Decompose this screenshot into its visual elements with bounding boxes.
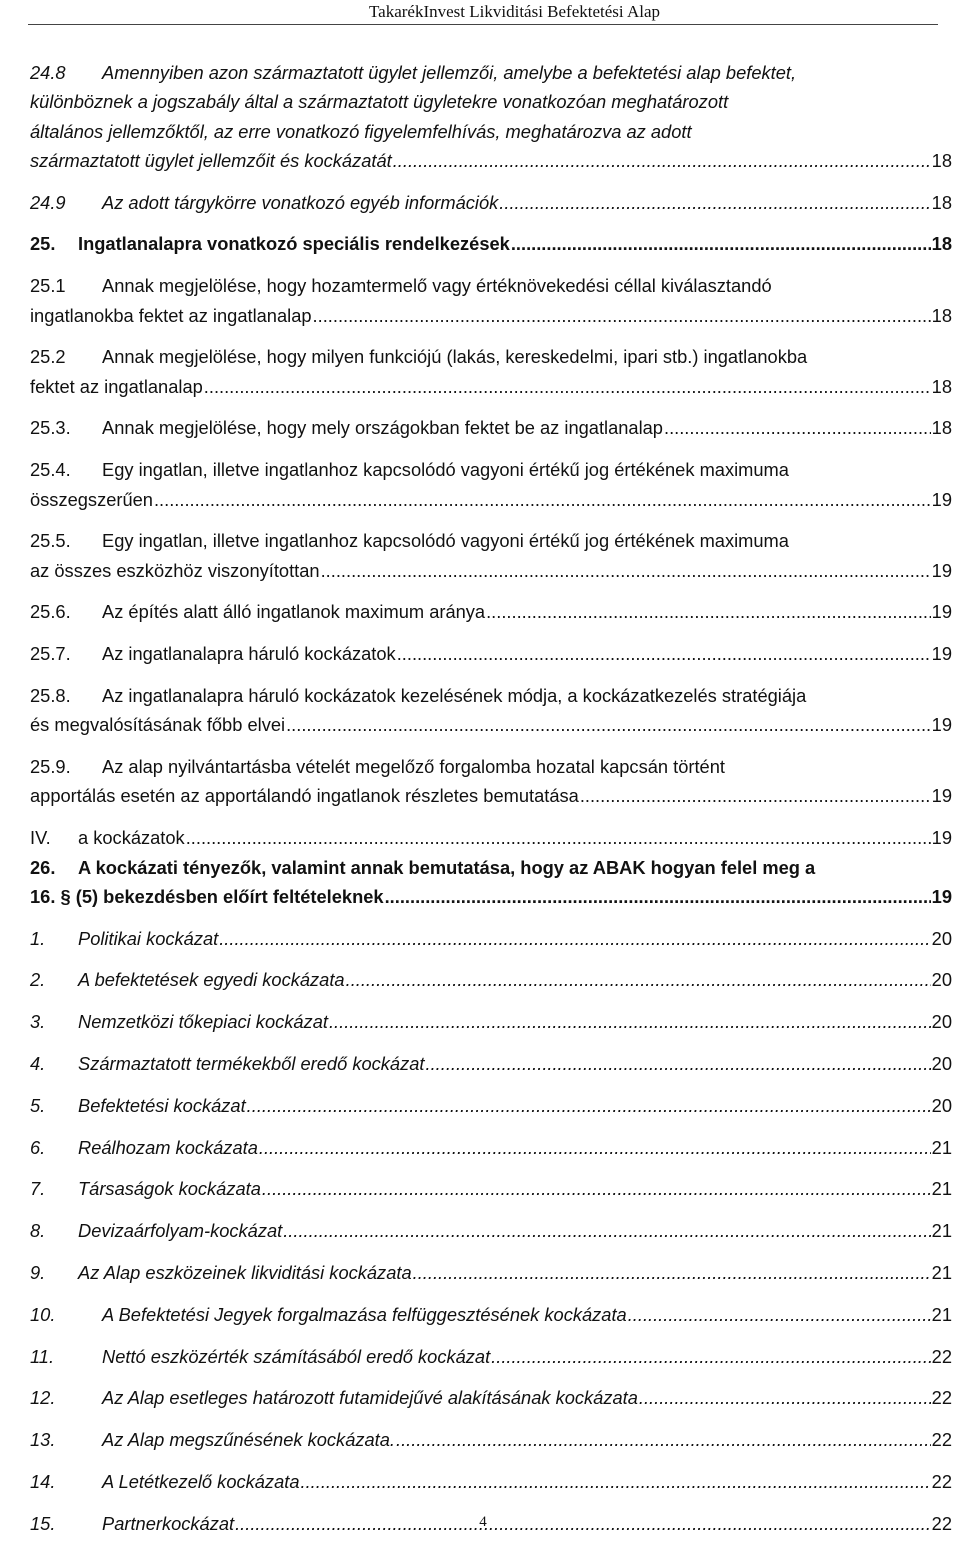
toc-page-number: 21 bbox=[931, 1178, 952, 1200]
toc-entry[interactable] bbox=[30, 58, 952, 175]
toc-entry-number: 25.1 bbox=[30, 275, 66, 297]
toc-page-number: 18 bbox=[931, 149, 952, 171]
toc-entry-line bbox=[30, 526, 952, 555]
toc-entry-text: Partnerkockázat bbox=[102, 1512, 235, 1534]
toc-entry[interactable] bbox=[30, 1467, 952, 1496]
toc-entry-line bbox=[30, 924, 952, 953]
toc-entry[interactable] bbox=[30, 1258, 952, 1287]
toc-entry-line bbox=[30, 413, 952, 442]
toc-entry-line bbox=[30, 853, 952, 882]
toc-entry-text: Társaságok kockázata bbox=[78, 1178, 261, 1200]
toc-entry[interactable] bbox=[30, 413, 952, 442]
toc-entry-line bbox=[30, 710, 952, 739]
toc-dot-leader bbox=[393, 146, 931, 175]
toc-entry-number: 14. bbox=[30, 1470, 56, 1492]
toc-entry-line bbox=[30, 823, 952, 852]
toc-dot-leader bbox=[396, 1425, 931, 1454]
toc-entry[interactable] bbox=[30, 853, 952, 912]
toc-dot-leader bbox=[247, 1091, 931, 1120]
toc-page-number: 20 bbox=[931, 1011, 952, 1033]
toc-entry-line bbox=[30, 1342, 952, 1371]
toc-dot-leader bbox=[259, 1133, 931, 1162]
toc-entry[interactable] bbox=[30, 229, 952, 258]
toc-entry[interactable] bbox=[30, 597, 952, 626]
toc-entry[interactable] bbox=[30, 1300, 952, 1329]
toc-dot-leader bbox=[491, 1342, 931, 1371]
toc-entry-text: fektet az ingatlanalap bbox=[30, 375, 203, 397]
toc-entry-number: 12. bbox=[30, 1387, 56, 1409]
toc-entry-line bbox=[30, 372, 952, 401]
toc-entry-text: Befektetési kockázat bbox=[78, 1094, 246, 1116]
toc-entry-text: Az Alap esetleges határozott futamidejűvé alakításának kockázata bbox=[102, 1387, 638, 1409]
toc-entry-text: Egy ingatlan, illetve ingatlanhoz kapcsolódó vagyoni értékű jog értékének maximuma bbox=[102, 530, 789, 552]
toc-page-number: 20 bbox=[931, 969, 952, 991]
toc-entry-text: Az Alap eszközeinek likviditási kockázata bbox=[78, 1262, 412, 1283]
toc-entry-number: 25.7. bbox=[30, 643, 71, 665]
toc-page-number: 19 bbox=[931, 785, 952, 807]
toc-page-number: 18 bbox=[931, 375, 952, 397]
toc-entry-number: 2. bbox=[30, 969, 46, 991]
toc-entry-line bbox=[30, 1007, 952, 1036]
toc-entry-text: Nettó eszközérték számításából eredő kockázat bbox=[102, 1345, 491, 1367]
toc-entry-text: A Letétkezelő kockázata bbox=[102, 1470, 300, 1492]
toc-entry-text: Devizaárfolyam-kockázat bbox=[78, 1220, 283, 1242]
toc-entry[interactable] bbox=[30, 1342, 952, 1371]
toc-entry-text: 16. § (5) bekezdésben előírt feltételeknek bbox=[30, 885, 384, 907]
toc-entry-line bbox=[30, 752, 952, 781]
toc-entry-text: Nemzetközi tőkepiaci kockázat bbox=[78, 1011, 328, 1033]
toc-dot-leader bbox=[321, 556, 931, 585]
toc-entry-text: különböznek a jogszabály által a származtatott ügyletekre vonatkozóan meghatározott bbox=[30, 91, 729, 113]
toc-entry-line bbox=[30, 639, 952, 668]
toc-entry[interactable] bbox=[30, 1049, 952, 1078]
toc-entry-line bbox=[30, 882, 952, 911]
toc-page-number: 21 bbox=[931, 1303, 952, 1325]
toc-page-number: 22 bbox=[931, 1429, 952, 1451]
toc-entry-text: a kockázatok bbox=[78, 827, 185, 849]
toc-entry-text: származtatott ügylet jellemzőit és kockázatát bbox=[30, 149, 392, 171]
document-title: TakarékInvest Likviditási Befektetési Alap bbox=[368, 2, 660, 21]
toc-entry[interactable] bbox=[30, 752, 952, 811]
toc-page-number: 19 bbox=[931, 601, 952, 623]
toc-page-number: 20 bbox=[931, 1094, 952, 1116]
toc-entry-text: apportálás esetén az apportálandó ingatlanok részletes bemutatása bbox=[30, 785, 579, 807]
toc-entry-line bbox=[30, 146, 952, 175]
toc-entry-text: Ingatlanalapra vonatkozó speciális rendelkezések bbox=[78, 233, 510, 255]
page-header bbox=[0, 0, 960, 24]
toc-entry-text: összegszerűen bbox=[30, 488, 153, 510]
toc-dot-leader bbox=[301, 1467, 931, 1496]
toc-entry-number: 7. bbox=[30, 1178, 46, 1200]
toc-entry-line bbox=[30, 229, 952, 258]
toc-entry-number: 25.2 bbox=[30, 346, 66, 368]
toc-entry-number: 13. bbox=[30, 1429, 56, 1451]
toc-page-number: 22 bbox=[931, 1345, 952, 1367]
toc-entry[interactable] bbox=[30, 188, 952, 217]
toc-page-number: 21 bbox=[931, 1262, 952, 1283]
toc-page-number: 22 bbox=[931, 1512, 952, 1534]
toc-dot-leader bbox=[639, 1383, 931, 1412]
toc-entry-text: Az Alap megszűnésének kockázata. bbox=[102, 1429, 395, 1451]
toc-entry-text: Annak megjelölése, hogy milyen funkciójú (lakás, kereskedelmi, ipari stb.) ingatlanokba bbox=[102, 346, 808, 368]
toc-entry[interactable] bbox=[30, 1091, 952, 1120]
toc-dot-leader bbox=[186, 823, 931, 852]
toc-page-number: 18 bbox=[931, 191, 952, 213]
toc-entry-number: 25.8. bbox=[30, 685, 71, 707]
toc-entry-line bbox=[30, 342, 952, 371]
toc-entry-number: 26. bbox=[30, 856, 56, 878]
toc-entry-text: általános jellemzőktől, az erre vonatkozó figyelemfelhívás, meghatározva az adott bbox=[30, 120, 692, 142]
toc-entry-line bbox=[30, 271, 952, 300]
toc-entry-line bbox=[30, 1425, 952, 1454]
toc-dot-leader bbox=[413, 1258, 931, 1287]
toc-entry-number: IV. bbox=[30, 827, 51, 849]
toc-entry-line bbox=[30, 556, 952, 585]
toc-entry-number: 15. bbox=[30, 1512, 56, 1534]
toc-entry-text: Az építés alatt álló ingatlanok maximum aránya bbox=[102, 601, 486, 623]
toc-entry-text: A befektetések egyedi kockázata bbox=[78, 969, 345, 991]
toc-entry[interactable] bbox=[30, 1216, 952, 1245]
toc-entry-line bbox=[30, 1383, 952, 1412]
toc-entry-number: 24.8 bbox=[30, 62, 66, 83]
toc-entry-number: 9. bbox=[30, 1262, 46, 1283]
toc-entry-line bbox=[30, 1174, 952, 1203]
toc-entry[interactable] bbox=[30, 965, 952, 994]
toc-entry-text: Amennyiben azon származtatott ügylet jellemzői, amelybe a befektetési alap befektet, bbox=[102, 62, 797, 83]
toc-entry-text: ingatlanokba fektet az ingatlanalap bbox=[30, 304, 312, 326]
toc-entry-number: 25.6. bbox=[30, 601, 71, 623]
toc-dot-leader bbox=[283, 1216, 930, 1245]
toc-page-number: 19 bbox=[931, 885, 952, 907]
toc-entry-text: A Befektetési Jegyek forgalmazása felfüggesztésének kockázata bbox=[102, 1303, 627, 1325]
toc-entry-line bbox=[30, 485, 952, 514]
toc-dot-leader bbox=[385, 882, 931, 911]
toc-entry-number: 25. bbox=[30, 233, 56, 255]
toc-entry-text: Az adott tárgykörre vonatkozó egyéb információk bbox=[102, 191, 499, 213]
toc-dot-leader bbox=[628, 1300, 931, 1329]
toc-dot-leader bbox=[329, 1007, 931, 1036]
toc-page-number: 19 bbox=[931, 827, 952, 849]
toc-entry-number: 3. bbox=[30, 1011, 46, 1033]
toc-entry-text: és megvalósításának főbb elvei bbox=[30, 714, 286, 736]
toc-dot-leader bbox=[219, 924, 930, 953]
toc-entry-line bbox=[30, 58, 952, 87]
toc-entry-number: 5. bbox=[30, 1094, 46, 1116]
toc-dot-leader bbox=[204, 372, 931, 401]
toc-entry-line bbox=[30, 1300, 952, 1329]
toc-page-number: 22 bbox=[931, 1470, 952, 1492]
toc-entry-text: Az ingatlanalapra háruló kockázatok bbox=[102, 643, 396, 665]
toc-dot-leader bbox=[262, 1174, 931, 1203]
toc-entry[interactable] bbox=[30, 455, 952, 514]
toc-entry-line bbox=[30, 117, 952, 146]
toc-page-number: 21 bbox=[931, 1136, 952, 1158]
toc-page-number: 18 bbox=[931, 233, 952, 255]
toc-entry[interactable] bbox=[30, 1383, 952, 1412]
toc-entry-text: az összes eszközhöz viszonyítottan bbox=[30, 559, 320, 581]
toc-entry-line bbox=[30, 681, 952, 710]
toc-entry-text: Reálhozam kockázata bbox=[78, 1136, 258, 1158]
toc-entry-text: Az alap nyilvántartásba vételét megelőző forgalomba hozatal kapcsán történt bbox=[102, 756, 725, 778]
toc-dot-leader bbox=[511, 229, 931, 258]
toc-entry-number: 25.9. bbox=[30, 756, 71, 778]
toc-entry-number: 4. bbox=[30, 1053, 46, 1075]
toc-dot-leader bbox=[154, 485, 931, 514]
toc-entry[interactable] bbox=[30, 1174, 952, 1203]
toc-entry-line bbox=[30, 1258, 952, 1287]
toc-entry-number: 24.9 bbox=[30, 191, 66, 213]
toc-entry[interactable] bbox=[30, 526, 952, 585]
toc-page-number: 18 bbox=[931, 417, 952, 439]
toc-page-number: 19 bbox=[931, 488, 952, 510]
toc-entry-line bbox=[30, 781, 952, 810]
toc-entry[interactable] bbox=[30, 924, 952, 953]
toc-page-number: 22 bbox=[931, 1387, 952, 1409]
toc-entry-line bbox=[30, 455, 952, 484]
toc-entry-number: 25.3. bbox=[30, 417, 71, 439]
toc-entry-line bbox=[30, 965, 952, 994]
toc-entry-line bbox=[30, 597, 952, 626]
toc-entry-text: Egy ingatlan, illetve ingatlanhoz kapcsolódó vagyoni értékű jog értékének maximuma bbox=[102, 459, 789, 481]
toc-entry[interactable] bbox=[30, 1133, 952, 1162]
toc-dot-leader bbox=[499, 188, 930, 217]
toc-entry[interactable] bbox=[30, 342, 952, 401]
toc-page-number: 21 bbox=[931, 1220, 952, 1242]
toc-entry-number: 25.4. bbox=[30, 459, 71, 481]
toc-dot-leader bbox=[346, 965, 931, 994]
toc-dot-leader bbox=[486, 597, 931, 626]
toc-page-number: 19 bbox=[931, 643, 952, 665]
toc-entry-line bbox=[30, 1049, 952, 1078]
toc-page-number: 19 bbox=[931, 714, 952, 736]
toc-entry-line bbox=[30, 188, 952, 217]
toc-entry-text: Politikai kockázat bbox=[78, 927, 219, 949]
toc-entry-text: Annak megjelölése, hogy mely országokban fektet be az ingatlanalap bbox=[102, 417, 663, 439]
toc-entry-text: Annak megjelölése, hogy hozamtermelő vagy értéknövekedési céllal kiválasztandó bbox=[102, 275, 772, 297]
toc-dot-leader bbox=[397, 639, 931, 668]
toc-entry-number: 6. bbox=[30, 1136, 46, 1158]
toc-page-number: 20 bbox=[931, 927, 952, 949]
toc-page-number: 18 bbox=[931, 304, 952, 326]
toc-entry[interactable] bbox=[30, 1425, 952, 1454]
toc-entry-number: 8. bbox=[30, 1220, 46, 1242]
toc-entry[interactable] bbox=[30, 639, 952, 668]
toc-entry-line bbox=[30, 87, 952, 116]
toc-page-number: 19 bbox=[931, 559, 952, 581]
toc-entry[interactable] bbox=[30, 271, 952, 330]
toc-entry-number: 11. bbox=[30, 1345, 55, 1367]
toc-dot-leader bbox=[426, 1049, 931, 1078]
toc-entry-line bbox=[30, 301, 952, 330]
toc-entry-line bbox=[30, 1216, 952, 1245]
toc-entry-text: Az ingatlanalapra háruló kockázatok kezelésének módja, a kockázatkezelés stratégiája bbox=[102, 685, 807, 707]
toc-entry-text: Származtatott termékekből eredő kockázat bbox=[78, 1053, 425, 1075]
toc-entry[interactable] bbox=[30, 1007, 952, 1036]
toc-entry-line bbox=[30, 1467, 952, 1496]
toc-entry-number: 10. bbox=[30, 1303, 56, 1325]
toc-dot-leader bbox=[286, 710, 931, 739]
toc-dot-leader bbox=[664, 413, 931, 442]
page-number: 4 bbox=[479, 1514, 487, 1530]
toc-entry-line bbox=[30, 1091, 952, 1120]
header-rule bbox=[28, 24, 938, 25]
toc-entry-text: A kockázati tényezők, valamint annak bemutatása, hogy az ABAK hogyan felel meg a bbox=[78, 856, 816, 878]
toc-dot-leader bbox=[313, 301, 931, 330]
toc-entry-number: 1. bbox=[30, 927, 46, 949]
toc-entry-number: 25.5. bbox=[30, 530, 71, 552]
toc-entry[interactable] bbox=[30, 823, 952, 852]
toc-dot-leader bbox=[580, 781, 931, 810]
toc-entry-line bbox=[30, 1133, 952, 1162]
table-of-contents bbox=[30, 58, 952, 1551]
toc-page-number: 20 bbox=[931, 1053, 952, 1075]
toc-entry[interactable] bbox=[30, 681, 952, 740]
